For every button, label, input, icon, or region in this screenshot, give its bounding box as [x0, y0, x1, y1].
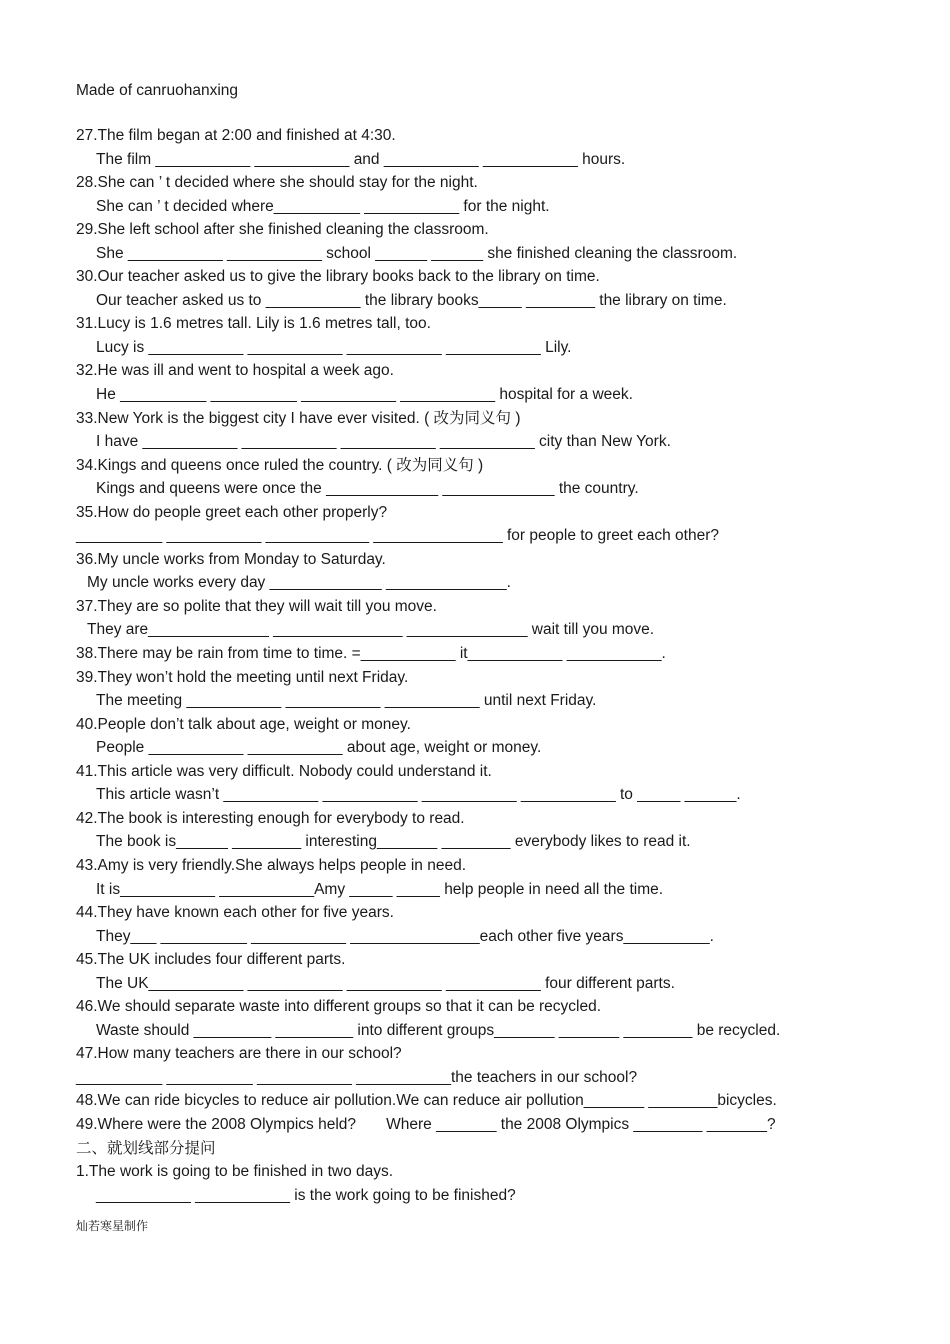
exercise-line: It is___________ ___________Amy _____ _____ help people in need all the time. — [96, 880, 664, 898]
exercise-line: Waste should _________ _________ into different groups_______ _______ ________ be recycled. — [96, 1021, 781, 1039]
exercise-line: The meeting ___________ ___________ ___________ until next Friday. — [96, 692, 597, 710]
exercise-line: 36.My uncle works from Monday to Saturday. — [76, 550, 386, 568]
exercise-line: They___ __________ ___________ _______________each other five years__________. — [96, 927, 714, 945]
exercise-line: Our teacher asked us to ___________ the library books_____ ________ the library on time. — [96, 291, 727, 309]
exercise-line: This article wasn’t ___________ ___________ ___________ ___________ to _____ ______. — [96, 786, 741, 804]
exercise-line: 39.They won’t hold the meeting until next Friday. — [76, 668, 409, 686]
exercise-line: 30.Our teacher asked us to give the library books back to the library on time. — [76, 268, 600, 286]
exercise-line: 32.He was ill and went to hospital a week ago. — [76, 362, 394, 380]
exercise-line: Lucy is ___________ ___________ ___________ ___________ Lily. — [96, 338, 572, 356]
exercise-line: 28.She can ’ t decided where she should stay for the night. — [76, 174, 478, 192]
exercise-line: They are______________ _______________ ______________ wait till you move. — [87, 621, 655, 639]
exercise-line: 29.She left school after she finished cleaning the classroom. — [76, 221, 489, 239]
exercise-line: 33.New York is the biggest city I have ever visited. ( 改为同义句 ) — [76, 409, 521, 427]
exercise-line: 45.The UK includes four different parts. — [76, 951, 346, 969]
footer-text: 灿若寒星制作 — [76, 1219, 149, 1233]
exercise-line: The book is______ ________ interesting_______ ________ everybody likes to read it. — [96, 833, 691, 851]
exercise-line: 41.This article was very difficult. Nobody could understand it. — [76, 762, 492, 780]
exercise-line: Kings and queens were once the _____________ _____________ the country. — [96, 480, 639, 498]
exercise-line: 35.How do people greet each other properly? — [76, 503, 388, 521]
exercise-line: __________ ___________ ____________ _______________ for people to greet each other? — [76, 527, 719, 545]
exercise-line: ___________ ___________ is the work going to be finished? — [96, 1186, 516, 1204]
exercise-line: 48.We can ride bicycles to reduce air pollution.We can reduce air pollution_______ ________bicycles. — [76, 1092, 777, 1110]
exercise-line: 43.Amy is very friendly.She always helps people in need. — [76, 856, 467, 874]
exercise-line: 49.Where were the 2008 Olympics held? Where _______ the 2008 Olympics ________ _______? — [76, 1115, 776, 1133]
header-text: Made of canruohanxing — [76, 82, 239, 99]
exercise-line: __________ __________ ___________ ___________the teachers in our school? — [76, 1068, 638, 1086]
exercise-line: 44.They have known each other for five years. — [76, 904, 394, 922]
exercise-line: 38.There may be rain from time to time. =___________ it___________ ___________. — [76, 645, 666, 663]
exercise-line: 42.The book is interesting enough for everybody to read. — [76, 809, 465, 827]
exercise-line: 二、就划线部分提问 — [76, 1139, 216, 1157]
exercise-line: She ___________ ___________ school ______ ______ she finished cleaning the classroom. — [96, 244, 738, 262]
exercise-line: 34.Kings and queens once ruled the country. ( 改为同义句 ) — [76, 456, 484, 474]
exercise-lines — [76, 124, 876, 1207]
exercise-line: People ___________ ___________ about age, weight or money. — [96, 739, 542, 757]
exercise-line: I have ___________ ___________ ___________ ___________ city than New York. — [96, 433, 671, 451]
exercise-line: 46.We should separate waste into different groups so that it can be recycled. — [76, 998, 602, 1016]
exercise-line: 1.The work is going to be finished in two days. — [76, 1163, 394, 1181]
exercise-line: My uncle works every day _____________ ______________. — [87, 574, 511, 592]
exercise-line: 27.The film began at 2:00 and finished at 4:30. — [76, 127, 396, 144]
exercise-line: The film ___________ ___________ and ___________ ___________ hours. — [96, 150, 626, 168]
exercise-line: 31.Lucy is 1.6 metres tall. Lily is 1.6 metres tall, too. — [76, 315, 431, 333]
exercise-line: He __________ __________ ___________ ___________ hospital for a week. — [96, 386, 633, 404]
exercise-line: 47.How many teachers are there in our school? — [76, 1045, 402, 1063]
exercise-line: She can ’ t decided where__________ ___________ for the night. — [96, 197, 550, 215]
exercise-line: 40.People don’t talk about age, weight or money. — [76, 715, 411, 733]
exercise-line: The UK___________ ___________ ___________ ___________ four different parts. — [96, 974, 675, 992]
exercise-line: 37.They are so polite that they will wait till you move. — [76, 597, 437, 615]
